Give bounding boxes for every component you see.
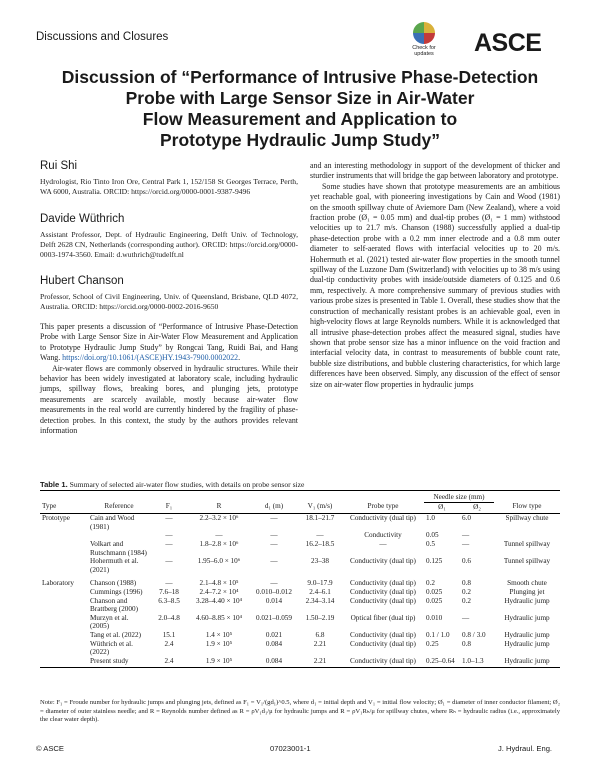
left-column [40,322,298,436]
table-cell-n2: 0.8 [462,639,471,648]
table-cell-type: Prototype [42,514,70,523]
table-row [40,597,560,614]
column-header: V₁ (m/s) [298,502,342,514]
table-cell-probe: Conductivity (dual tip) [350,557,416,566]
table-cell-ref [88,531,150,540]
title-line: Probe with Large Sensor Size in Air-Water [125,88,475,108]
table-note: Note: F₁ = Froude number for hydraulic jumps and plunging jets, defined as F₁ = V₁/(gd₁)^0.5, where d₁ = initial depth and V₁ = initial flow velocity; Ø₁ = diameter of inner conductor filament; Ø₂ = diameter of outer stainless needle; and R = Reynolds number defined as R = ρV₁d₁/μ for hydraulic jumps and R = ρV₁Rₕ/μ for spillway chutes, where Rₕ = hydraulic radius (i.e., approximately the clear water depth). [40,699,560,724]
table-row [40,557,560,574]
table-cell-ref: Hohermuth et al. (2021) [90,557,139,574]
table-cell-r: 1.9 × 10⁵ [188,657,250,668]
column-header: d₁ (m) [250,502,298,514]
table-cell-ref: Chanson and Brattberg (2000) [90,596,138,614]
table-cell-n1: 0.025 [426,596,443,605]
table-cell-probe: — [379,539,387,548]
check-for-updates-badge[interactable] [406,22,442,62]
table-cell-probe: Conductivity (dual tip) [342,657,424,668]
table-cell-d: — [270,531,278,540]
article-title [40,67,560,151]
table-cell-f: 7.6–18 [159,587,179,596]
table-cell-flow: Hydraulic jump [504,630,550,639]
table-row [40,574,560,588]
table-cell-v: 1.50–2.19 [305,613,335,622]
table-cell-d: 0.021 [265,630,283,639]
author-name: Hubert Chanson [40,275,124,287]
table-cell-r: 1.4 × 10⁵ [205,630,233,639]
table-cell-f: 2.0–4.8 [158,613,180,622]
table-cell-n2: — [462,531,470,540]
table-cell-d: 0.021–0.059 [256,613,292,622]
table-cell-probe: Conductivity (dual tip) [350,514,416,523]
column-header: Probe type [342,502,424,514]
table-row [40,657,560,668]
table-cell-r: 1.8–2.8 × 10⁶ [199,539,239,548]
table-row [40,588,560,597]
table-cell-f: 6.3–8.5 [158,596,180,605]
table-cell-ref: Tang et al. (2022) [90,630,141,639]
author-affiliation: Assistant Professor, Dept. of Hydraulic Engineering, Delft Univ. of Technology, Delft 2628 CN, Netherlands (corresponding author). ORCID: https://orcid.org/0000-0003-1974-3560. Email: d.wuthrich@tudelft.nl [40,230,298,260]
column-header: Reference [88,502,150,514]
table-cell-n1: 0.1 / 1.0 [426,630,450,639]
table-cell-f: — [165,531,173,540]
table-cell-type [40,531,88,540]
table-cell-probe: Conductivity (dual tip) [350,630,416,639]
check-updates-label-1: Check for [412,45,436,51]
table-cell-ref: Present study [88,657,150,668]
table-cell-flow: Hydraulic jump [504,596,550,605]
table-cell-f: — [165,539,173,548]
table-cell-flow: Plunging jet [509,587,545,596]
table-cell-flow: Hydraulic jump [494,657,560,668]
intro-text: This paper presents a discussion of “Performance of Intrusive Phase-Detection Probe with Large Sensor Size in Air-Water Flow Measurement and Application to Prototype Hydraulic Jump Study” by Rongcai Tang, Ruidi Bai, and Hang Wang. [40,322,298,363]
table-cell-probe: Conductivity (dual tip) [350,596,416,605]
table-cell-v: 16.2–18.5 [305,539,335,548]
needle-size-header: Needle size (mm) [424,491,494,503]
table-cell-d: 0.010–0.012 [256,587,292,596]
table-cell-n1: 0.2 [426,579,435,588]
body-paragraph: and an interesting methodology in support of the development of thicker and sturdier instruments that will bridge the gap between laboratory and prototype. [310,161,560,181]
table-cell-d: — [270,539,278,548]
table-row [40,631,560,640]
column-header: Flow type [494,502,560,514]
table-cell-r: — [215,531,223,540]
table-cell-r: 1.95–6.0 × 10⁶ [197,557,241,566]
table-cell-v: 2.21 [298,657,342,668]
table-cell-f: — [165,557,173,566]
table-cell-type [40,540,88,557]
doi-link[interactable]: https://doi.org/10.1061/(ASCE)HY.1943-7900.0002022 [62,353,239,363]
table-cell-probe: Conductivity (dual tip) [350,587,416,596]
table-cell-d: — [270,557,278,566]
author-affiliation: Hydrologist, Rio Tinto Iron Ore, Central Park 1, 152/158 St Georges Terrace, Perth, WA 6000, Australia. ORCID: https://orcid.org/0000-0001-9387-9496 [40,177,298,197]
title-line: Flow Measurement and Application to [142,109,458,129]
table-label: Table 1. [40,480,68,489]
table-cell-type [40,557,88,574]
table-cell-r: 1.9 × 10⁵ [205,639,233,648]
table-cell-n1: 0.5 [426,539,435,548]
table-cell-n1: 0.05 [426,531,439,540]
body-paragraph: Air-water flows are commonly observed in hydraulic structures. While their behavior has been widely investigated at laboratory scale, including hydraulic jumps, spillway flows, breaking bores, and plunging jets, prototype measurements are scarcely available, mostly because air-water flow measurements in the real world are currently hindered by the fragility of phase-detection probes. In this context, the study by the authors provides relevant information [40,363,298,436]
author-name: Rui Shi [40,160,78,172]
table-cell-n1: 0.010 [426,613,443,622]
table-cell-v: 6.8 [315,630,325,639]
check-updates-label-2: updates [414,51,434,57]
asce-logo: ASCE [474,29,542,57]
right-column [310,161,560,390]
column-header: F₁ [150,502,188,514]
table-cell-n2: 1.0–1.3 [460,657,494,668]
table-cell-type: Laboratory [42,579,74,588]
table-row [40,640,560,657]
table-cell-flow [494,531,560,540]
check-updates-icon [413,22,435,44]
section-header: Discussions and Closures [36,31,169,43]
table-cell-n1: 0.25–0.64 [424,657,460,668]
footer-article-number: 07023001-1 [270,744,311,753]
author-name: Davide Wüthrich [40,213,125,225]
table-cell-type [40,631,88,640]
footer-copyright: © ASCE [36,744,64,753]
table-row [40,540,560,557]
table-cell-type [40,640,88,657]
table-cell-r: 2.4–7.2 × 10⁴ [199,587,239,596]
table-cell-n1: 0.125 [426,557,443,566]
table-cell-v: 18.1–21.7 [305,514,335,523]
table-cell-type [40,657,88,668]
table-caption-text: Summary of selected air-water flow studies, with details on probe sensor size [69,480,305,489]
table-cell-n2: 0.2 [462,587,471,596]
table-cell-f: 2.4 [150,657,188,668]
column-header: R [188,502,250,514]
table-cell-r: 3.28–4.40 × 10⁴ [195,596,243,605]
table-cell-n2: — [462,539,470,548]
table-cell-probe: Optical fiber (dual tip) [350,613,416,622]
table-row [40,614,560,631]
table-cell-flow: Hydraulic jump [504,613,550,622]
table-cell-n2: 6.0 [462,514,471,523]
table-cell-n1: 0.25 [426,639,439,648]
table-cell-ref: Cummings (1996) [90,587,143,596]
table-caption [40,480,304,489]
table-cell-n2: 0.8 [462,579,471,588]
table-cell-probe: Conductivity (dual tip) [350,639,416,648]
table-cell-probe: Conductivity [364,531,402,540]
table-row [40,531,560,540]
column-header: Type [40,502,88,514]
intro-paragraph: This paper presents a discussion of “Performance of Intrusive Phase-Detection Probe with Large Sensor Size in Air-Water Flow Measurement and Application to Prototype Hydraulic Jump Study” by Rongcai Tang, Ruidi Bai, and Hang Wang. https://doi.org/10.1061/(ASCE)HY.1943-7900.0002022. [40,322,298,363]
table-cell-v: 2.21 [313,639,327,648]
footer-journal: J. Hydraul. Eng. [498,744,553,753]
table-cell-d: 0.014 [265,596,283,605]
table-cell-n2: 0.8 / 3.0 [462,630,486,639]
table-cell-r: 2.1–4.8 × 10⁵ [199,579,239,588]
table-cell-flow: Tunnel spillway [503,539,551,548]
table-cell-v: 2.34–3.14 [305,596,335,605]
table-cell-flow: Tunnel spillway [503,557,551,566]
table-cell-v: 9.0–17.9 [307,579,333,588]
table-cell-f: — [165,579,173,588]
body-paragraph: Some studies have shown that prototype measurements are an ambitious yet reachable goal, with pioneering investigations by Cain and Wood (1981) on the smooth spillway chute of Aviemore Dam (New Zealand), where a void fraction probe (Ø₁ = 0.05 mm) and dual-tip probes (Ø₁ = 1 mm) withstood velocities up to 21.7 m/s. Chanson (1988) successfully applied a dual-tip phase-detection probe with a 0.2 mm inner electrode and a 0.8 mm outer diameter to self-aerated flows with interfacial velocities up to 20 m/s. Hohermuth et al. (2021) tested air-water flow properties in the smooth tunnel spillway of the Luzzone Dam (Switzerland) with velocities up to 38 m/s using dual-tip conductivity probes with inside/outside diameters of 0.125 and 0.6 mm, respectively. A more comprehensive summary of previous studies with various probe sizes is presented in Table 1. Overall, these studies show that the construction of mechanically resistant probes is an achievable goal, even in high-velocity flows at large Reynolds numbers. While it is acknowledged that all intrusive phase-detection probes affect the measured signal, studies have shown that probe sensor size has a minor influence on the void fraction and interfacial velocity data, in contrast to measurements of bubble count rate, bubble size distributions, and bubble clustering characteristics, for which large differences have been observed. Simply, any discussion of the effect of sensor size on air-water flow properties in hydraulic jumps [310,181,560,389]
table-cell-d: 0.084 [250,657,298,668]
table-cell-probe: Conductivity (dual tip) [350,579,416,588]
table-cell-n2: — [462,613,470,622]
table-cell-ref: Wüthrich et al. (2022) [90,639,133,657]
table-cell-ref: Volkart and Rutschmann (1984) [90,539,147,557]
table-cell-v: 2.4–6.1 [309,587,331,596]
table-cell-n1: 1.0 [426,514,435,523]
table-cell-f: 2.4 [164,639,174,648]
table-cell-flow: Smooth chute [507,579,547,588]
title-line: Discussion of “Performance of Intrusive Phase-Detection [61,67,539,87]
table-cell-ref: Murzyn et al. (2005) [90,613,129,631]
table-cell-f: — [165,514,173,523]
table-cell-ref: Chanson (1988) [90,579,137,588]
title-line: Prototype Hydraulic Jump Study” [159,130,441,150]
table-cell-d: 0.084 [265,639,283,648]
table-cell-v: 23–38 [311,557,329,566]
column-header: Ø₂ [460,502,494,514]
table-cell-n2: 0.6 [462,557,471,566]
table-cell-n1: 0.025 [426,587,443,596]
table-cell-type [40,597,88,614]
table-row [40,514,560,532]
table-cell-f: 15.1 [162,630,176,639]
table-cell-d: — [270,579,278,588]
table-cell-type [40,614,88,631]
table-cell-r: 2.2–3.2 × 10⁶ [199,514,239,523]
table-cell-type [40,588,88,597]
table-cell-n2: 0.2 [462,596,471,605]
author-affiliation: Professor, School of Civil Engineering, Univ. of Queensland, Brisbane, QLD 4072, Australia. ORCID: https://orcid.org/0000-0002-2016-9650 [40,292,298,312]
table-cell-flow: Spillway chute [505,514,549,523]
table-cell-v: — [316,531,324,540]
table-cell-flow: Hydraulic jump [504,639,550,648]
flow-studies-table [40,490,560,668]
table-cell-d: — [270,514,278,523]
table-cell-ref: Cain and Wood (1981) [90,514,135,531]
column-header: Ø₁ [424,502,460,514]
table-cell-r: 4.60–8.85 × 10⁴ [195,613,243,622]
